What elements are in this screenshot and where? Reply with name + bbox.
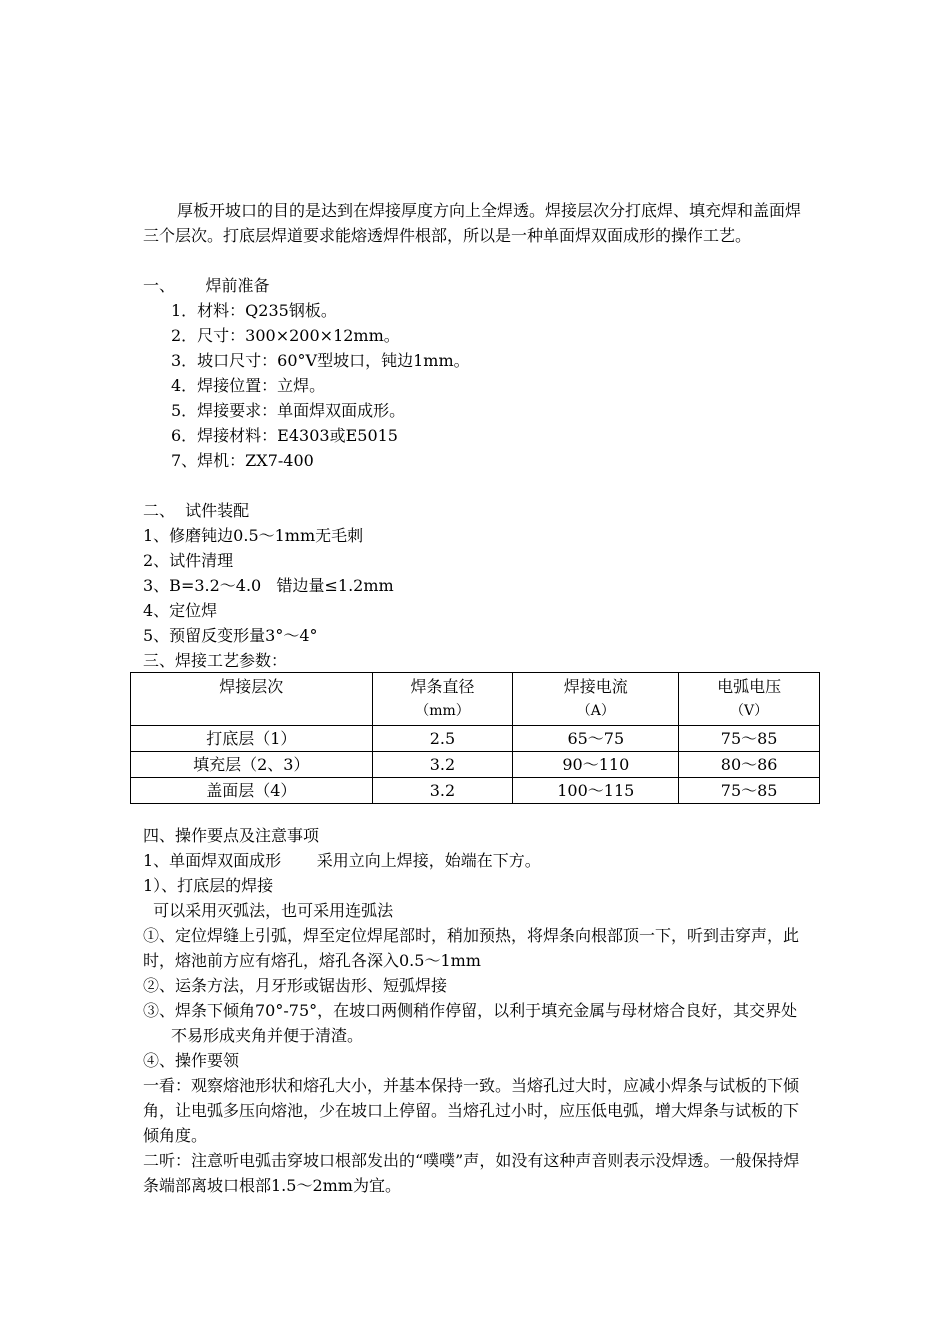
assembly-item: 4、定位焊 <box>143 601 218 620</box>
table-cell: 2.5 <box>372 726 513 752</box>
assembly-item: 3、B=3.2～4.0 错边量≤1.2mm <box>143 576 394 595</box>
look-paragraph: 一看：观察熔池形状和熔孔大小，并基本保持一致。当熔孔过大时，应减小焊条与试板的下倾角，让电弧多压向熔池，少在坡口上停留。当熔孔过小时，应压低电弧，增大焊条与试板的下倾角度。 <box>143 1076 800 1145</box>
listen-paragraph: 二听：注意听电弧击穿坡口根部发出的“噗噗”声，如没有这种声音则表示没焊透。一般保持焊条端部离坡口根部1.5～2mm为宜。 <box>143 1151 800 1195</box>
section-preparation <box>143 273 813 473</box>
operation-item: ④、操作要领 <box>143 1051 240 1070</box>
table-row <box>131 752 820 778</box>
section-assembly <box>143 498 813 673</box>
table-row <box>131 778 820 804</box>
prep-item: 6．焊接材料：E4303或E5015 <box>171 426 398 445</box>
assembly-item: 5、预留反变形量3°～4° <box>143 626 318 645</box>
intro-section <box>143 198 813 248</box>
table-header-cell: 焊接层次 <box>131 673 373 726</box>
table-header-cell: 焊接电流 （A） <box>513 673 679 726</box>
welding-parameters-table <box>130 672 820 804</box>
assembly-item: 1、修磨钝边0.5～1mm无毛刺 <box>143 526 364 545</box>
table-header-cell: 焊条直径 （mm） <box>372 673 513 726</box>
operation-line: 1）、打底层的焊接 <box>143 876 274 895</box>
operation-line: 1、单面焊双面成形 采用立向上焊接，始端在下方。 <box>143 851 541 870</box>
prep-item: 1．材料：Q235钢板。 <box>171 301 337 320</box>
table-cell: 75～85 <box>679 778 820 804</box>
table-cell: 100～115 <box>513 778 679 804</box>
prep-item: 2．尺寸：300×200×12mm。 <box>171 326 400 345</box>
section1-heading: 一、 焊前准备 <box>143 276 270 295</box>
table-row <box>131 726 820 752</box>
table-cell: 65～75 <box>513 726 679 752</box>
operation-item: ①、定位焊缝上引弧，焊至定位焊尾部时，稍加预热，将焊条向根部顶一下，听到击穿声，此时，熔池前方应有熔孔，熔孔各深入0.5～1mm <box>143 926 800 970</box>
section4-heading: 四、操作要点及注意事项 <box>143 826 320 845</box>
section3-heading: 三、焊接工艺参数： <box>143 651 288 670</box>
operation-item: ②、运条方法，月牙形或锯齿形、短弧焊接 <box>143 976 448 995</box>
prep-item: 5．焊接要求：单面焊双面成形。 <box>171 401 406 420</box>
table-header-cell: 电弧电压 （V） <box>679 673 820 726</box>
assembly-item: 2、试件清理 <box>143 551 234 570</box>
prep-item: 3．坡口尺寸：60°V型坡口，钝边1mm。 <box>171 351 470 370</box>
operation-line: 可以采用灭弧法，也可采用连弧法 <box>143 901 394 920</box>
prep-item: 7、焊机：ZX7-400 <box>171 451 314 470</box>
prep-item: 4．焊接位置：立焊。 <box>171 376 326 395</box>
operation-item: ③、焊条下倾角70°-75°，在坡口两侧稍作停留，以利于填充金属与母材熔合良好，其交界处不易形成夹角并便于清渣。 <box>143 1001 798 1045</box>
intro-paragraph: 厚板开坡口的目的是达到在焊接厚度方向上全焊透。焊接层次分打底焊、填充焊和盖面焊三个层次。打底层焊道要求能熔透焊件根部，所以是一种单面焊双面成形的操作工艺。 <box>143 201 802 245</box>
table-cell: 3.2 <box>372 752 513 778</box>
table-cell: 90～110 <box>513 752 679 778</box>
section2-heading: 二、 试件装配 <box>143 501 250 520</box>
table-header-row <box>131 673 820 726</box>
table-cell: 打底层（1） <box>131 726 373 752</box>
table-cell: 盖面层（4） <box>131 778 373 804</box>
table-cell: 80～86 <box>679 752 820 778</box>
table-cell: 填充层（2、3） <box>131 752 373 778</box>
section-operation <box>143 823 813 1198</box>
table-cell: 3.2 <box>372 778 513 804</box>
table-cell: 75～85 <box>679 726 820 752</box>
